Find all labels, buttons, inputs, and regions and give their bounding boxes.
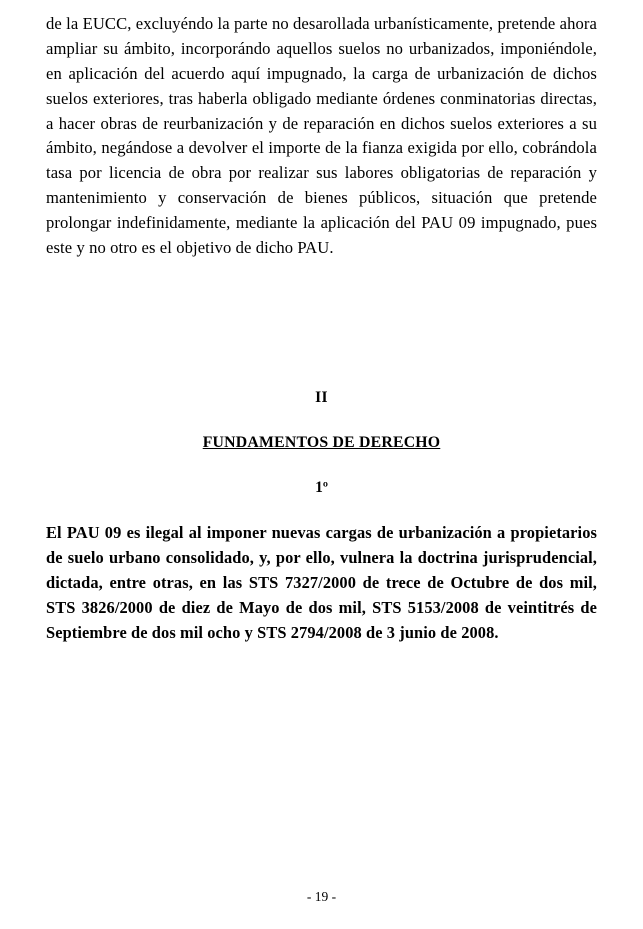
vertical-spacer bbox=[46, 497, 597, 521]
subsection-numeral: 1º bbox=[315, 478, 328, 496]
vertical-spacer bbox=[46, 407, 597, 434]
vertical-spacer bbox=[46, 261, 597, 389]
section-numeral: II bbox=[315, 388, 328, 406]
page-number: - 19 - bbox=[306, 889, 337, 904]
body-paragraph: de la EUCC, excluyéndo la parte no desarollada urbanísticamente, pretende ahora ampliar su ámbito, incorporándo aquellos suelos no urbanizados, imponiéndole, en aplicación del acuerdo aquí impugnado, la carga de urbanización de dichos suelos exteriores, tras haberla obligado mediante órdenes conminatorias directas, a hacer obras de reurbanización y de reparación en dichos suelos exteriores a su ámbito, negándose a devolver el importe de la fianza exigida por ello, cobrándola tasa por licencia de obra por realizar sus labores obligatorias de reparación y mantenimiento y conservación de bienes públicos, situación que pretende prolongar indefinidamente, mediante la aplicación del PAU 09 impugnado, pues este y no otro es el objetivo de dicho PAU. bbox=[46, 14, 597, 258]
vertical-spacer bbox=[46, 452, 597, 479]
section-heading: FUNDAMENTOS DE DERECHO bbox=[202, 433, 441, 451]
bold-paragraph: El PAU 09 es ilegal al imponer nuevas cargas de urbanización a propietarios de suelo urbano consolidado, y, por ello, vulnera la doctrina jurisprudencial, dictada, entre otras, en las STS 7327/2000 de trece de Octubre de dos mil, STS 3826/2000 de diez de Mayo de dos mil, STS 5153/2008 de veintitrés de Septiembre de dos mil ocho y STS 2794/2008 de 3 junio de 2008. bbox=[46, 522, 597, 642]
